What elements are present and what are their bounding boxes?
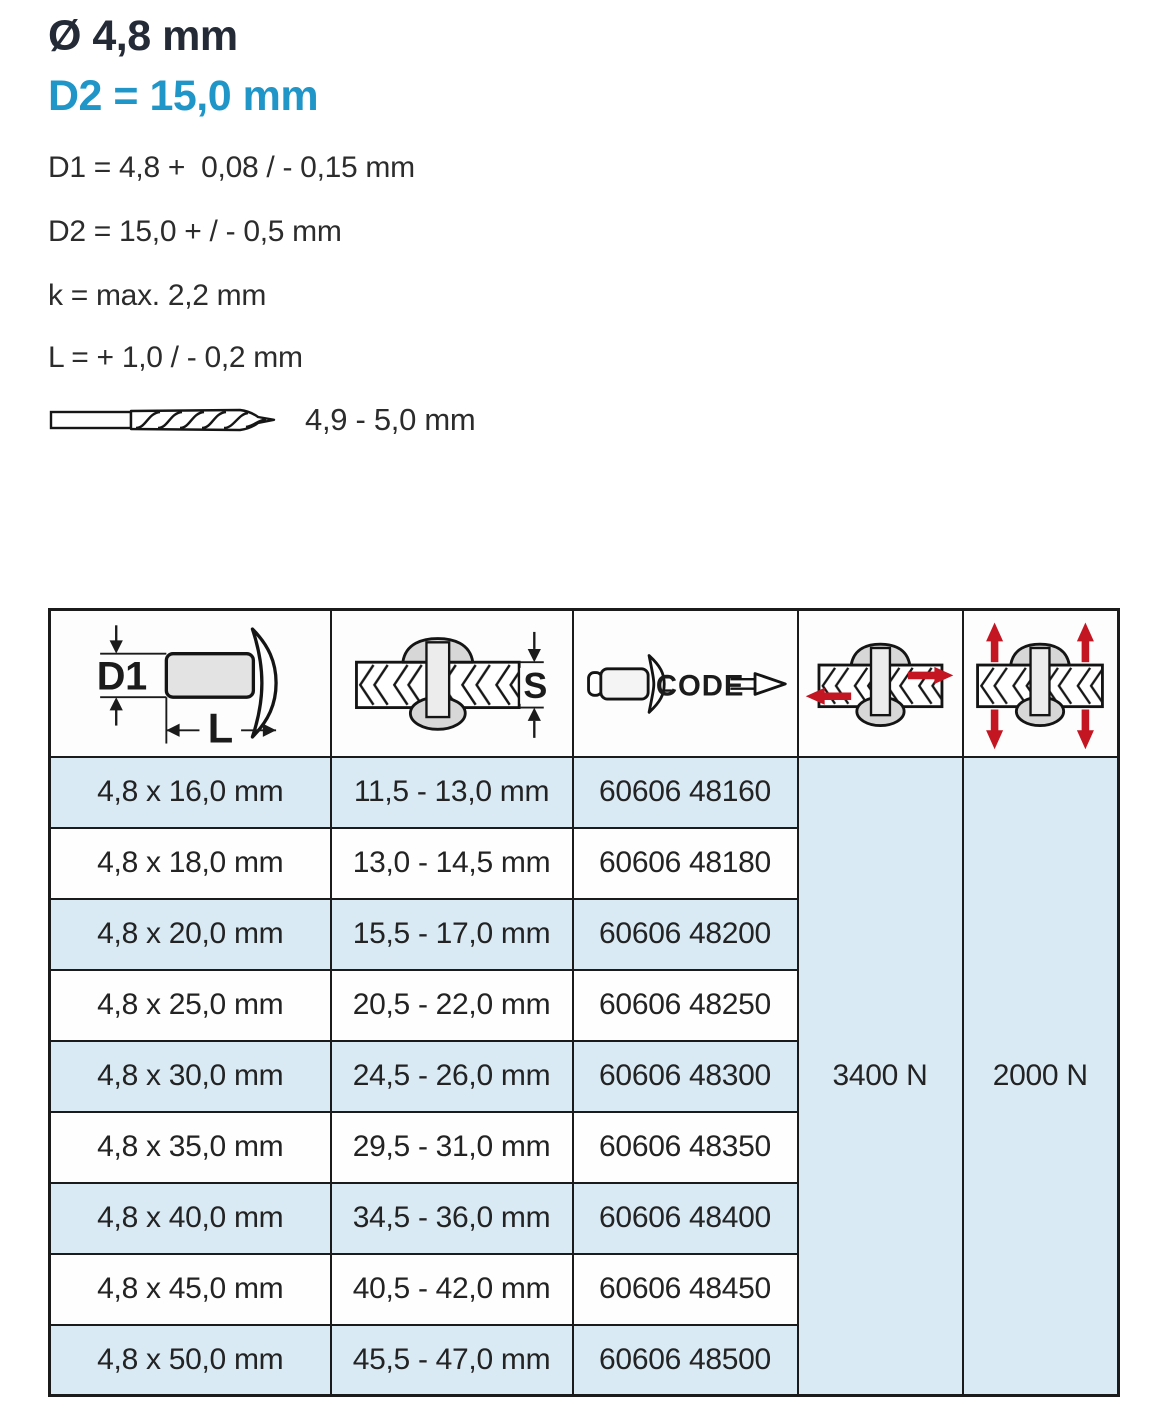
grip-range-cell: 34,5 - 36,0 mm — [331, 1183, 573, 1254]
code-cell: 60606 48180 — [573, 828, 798, 899]
col-header-shear — [798, 610, 963, 757]
col-header-code — [573, 610, 798, 757]
rivet-code-diagram-icon — [578, 613, 793, 753]
dimension-cell: 4,8 x 45,0 mm — [50, 1254, 331, 1325]
tensile-strength-cell: 2000 N — [963, 757, 1119, 1396]
grip-range-cell: 45,5 - 47,0 mm — [331, 1325, 573, 1396]
dimension-cell: 4,8 x 20,0 mm — [50, 899, 331, 970]
dimension-cell: 4,8 x 40,0 mm — [50, 1183, 331, 1254]
code-cell: 60606 48400 — [573, 1183, 798, 1254]
grip-range-cell: 11,5 - 13,0 mm — [331, 757, 573, 828]
drill-size-row — [48, 398, 475, 442]
dimension-cell: 4,8 x 30,0 mm — [50, 1041, 331, 1112]
grip-range-cell: 29,5 - 31,0 mm — [331, 1112, 573, 1183]
code-cell: 60606 48250 — [573, 970, 798, 1041]
drill-size-label: 4,9 - 5,0 mm — [305, 402, 476, 437]
page-title: Ø 4,8 mm — [48, 12, 238, 60]
grip-range-cell: 15,5 - 17,0 mm — [331, 899, 573, 970]
grip-dimension-label: S — [522, 665, 547, 707]
col-header-grip-range — [331, 610, 573, 757]
drill-bit-icon — [48, 398, 283, 442]
code-cell: 60606 48450 — [573, 1254, 798, 1325]
spec-d2: D2 = 15,0 + / - 0,5 mm — [48, 215, 342, 248]
shear-strength-diagram-icon — [800, 613, 960, 753]
grip-range-cell: 40,5 - 42,0 mm — [331, 1254, 573, 1325]
spec-l: L = + 1,0 / - 0,2 mm — [48, 341, 303, 374]
grip-range-diagram-icon — [336, 613, 568, 753]
rivet-spec-table — [48, 608, 1120, 1397]
shear-strength-cell: 3400 N — [798, 757, 963, 1396]
code-cell: 60606 48350 — [573, 1112, 798, 1183]
code-cell: 60606 48500 — [573, 1325, 798, 1396]
dimension-cell: 4,8 x 25,0 mm — [50, 970, 331, 1041]
code-cell: 60606 48200 — [573, 899, 798, 970]
table-row — [50, 757, 1119, 828]
col-header-tensile — [963, 610, 1119, 757]
rivet-dimension-diagram-icon — [57, 613, 323, 753]
spec-k: k = max. 2,2 mm — [48, 279, 267, 312]
dimension-cell: 4,8 x 50,0 mm — [50, 1325, 331, 1396]
grip-range-cell: 20,5 - 22,0 mm — [331, 970, 573, 1041]
tensile-strength-diagram-icon — [965, 613, 1115, 753]
code-label: CODE — [655, 669, 744, 703]
code-cell: 60606 48300 — [573, 1041, 798, 1112]
d1-dimension-label: D1 — [97, 654, 148, 699]
grip-range-cell: 24,5 - 26,0 mm — [331, 1041, 573, 1112]
dimension-cell: 4,8 x 16,0 mm — [50, 757, 331, 828]
dimension-cell: 4,8 x 18,0 mm — [50, 828, 331, 899]
dimension-cell: 4,8 x 35,0 mm — [50, 1112, 331, 1183]
code-cell: 60606 48160 — [573, 757, 798, 828]
length-dimension-label: L — [207, 704, 234, 752]
col-header-dimensions — [50, 610, 331, 757]
spec-d1: D1 = 4,8 + 0,08 / - 0,15 mm — [48, 151, 415, 184]
page-subtitle: D2 = 15,0 mm — [48, 72, 319, 120]
table-header-row — [50, 610, 1119, 757]
grip-range-cell: 13,0 - 14,5 mm — [331, 828, 573, 899]
